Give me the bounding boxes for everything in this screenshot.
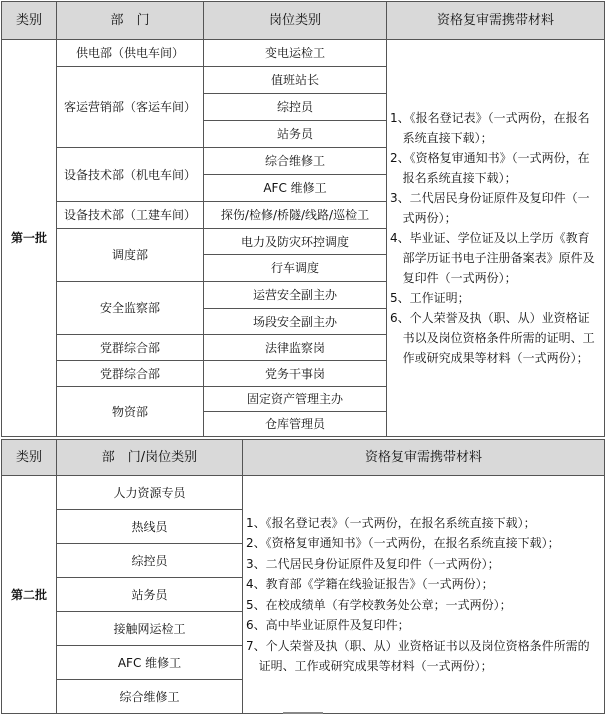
position-cell: 人力资源专员 <box>57 476 243 510</box>
position-cell: AFC 维修工 <box>204 175 387 202</box>
position-cell: 行车调度 <box>204 255 387 282</box>
position-cell: 热线员 <box>57 510 243 544</box>
department-cell: 供电部（供电车间） <box>57 40 204 67</box>
department-cell: 客运营销部（客运车间） <box>57 67 204 148</box>
position-cell: 接触网运检工 <box>57 612 243 646</box>
header-materials: 资格复审需携带材料 <box>243 440 605 476</box>
material-item: 3、二代居民身份证原件及复印件（一式两份）； <box>246 556 500 571</box>
material-item: 4、教育部《学籍在线验证报告》（一式两份）； <box>246 577 494 591</box>
material-item: 4、毕业证、学位证及以上学历《教育部学历证书电子注册备案表》原件及复印件（一式两份）； <box>390 231 595 285</box>
position-cell: 站务员 <box>204 121 387 148</box>
material-item: 5、工作证明； <box>390 291 470 305</box>
header-materials: 资格复审需携带材料 <box>387 2 605 40</box>
material-item: 6、高中毕业证原件及复印件； <box>246 618 410 632</box>
material-item: 1、《报名登记表》（一式两份，在报名系统直接下载）； <box>246 515 536 530</box>
department-cell: 调度部 <box>57 229 204 282</box>
position-cell: 变电运检工 <box>204 40 387 67</box>
first-batch-table <box>1 1 605 437</box>
material-item: 3、二代居民身份证原件及复印件（一式两份）； <box>390 191 590 225</box>
position-cell: 运营安全副主办 <box>204 282 387 309</box>
position-cell: 党务干事岗 <box>204 361 387 387</box>
position-cell: 站务员 <box>57 578 243 612</box>
material-item: 2、《资格复审通知书》（一式两份，在报名系统直接下载）； <box>246 536 560 550</box>
header-department-position: 部 门/岗位类别 <box>57 440 243 476</box>
header-category: 类别 <box>2 440 57 476</box>
materials-list <box>387 40 605 437</box>
position-cell: 综控员 <box>57 544 243 578</box>
header-position: 岗位类别 <box>204 2 387 40</box>
position-cell: 综合维修工 <box>57 680 243 714</box>
position-cell: 综控员 <box>204 94 387 121</box>
position-cell: 法律监察岗 <box>204 335 387 361</box>
position-cell: AFC 维修工 <box>57 646 243 680</box>
position-cell: 电力及防灾环控调度 <box>204 229 387 255</box>
batch-label: 第一批 <box>2 40 57 437</box>
material-item: 7、个人荣誉及执（职、从）业资格证书以及岗位资格条件所需的证明、工作或研究成果等材料（一式两份）； <box>246 638 590 673</box>
header-department: 部 门 <box>57 2 204 40</box>
material-item: 1、《报名登记表》（一式两份，在报名系统直接下载）； <box>390 111 590 145</box>
department-cell: 党群综合部 <box>57 335 204 361</box>
department-cell: 物资部 <box>57 387 204 437</box>
batch-label: 第二批 <box>2 476 57 714</box>
material-item: 5、在校成绩单（有学校教务处公章；一式两份）； <box>246 597 512 612</box>
department-cell: 设备技术部（工建车间） <box>57 202 204 229</box>
materials-list <box>243 476 605 714</box>
second-batch-table <box>1 439 605 714</box>
department-cell: 党群综合部 <box>57 361 204 387</box>
material-item: 6、个人荣誉及执（职、从）业资格证书以及岗位资格条件所需的证明、工作或研究成果等材料（一式两份）； <box>390 311 595 365</box>
department-cell: 安全监察部 <box>57 282 204 335</box>
header-category: 类别 <box>2 2 57 40</box>
position-cell: 固定资产管理主办 <box>204 387 387 412</box>
department-cell: 设备技术部（机电车间） <box>57 148 204 202</box>
position-cell: 值班站长 <box>204 67 387 94</box>
page-divider <box>283 712 323 714</box>
material-item: 2、《资格复审通知书》（一式两份，在报名系统直接下载）； <box>390 151 590 185</box>
position-cell: 综合维修工 <box>204 148 387 175</box>
position-cell: 探伤/检修/桥隧/线路/巡检工 <box>204 202 387 229</box>
position-cell: 仓库管理员 <box>204 412 387 437</box>
position-cell: 场段安全副主办 <box>204 309 387 335</box>
